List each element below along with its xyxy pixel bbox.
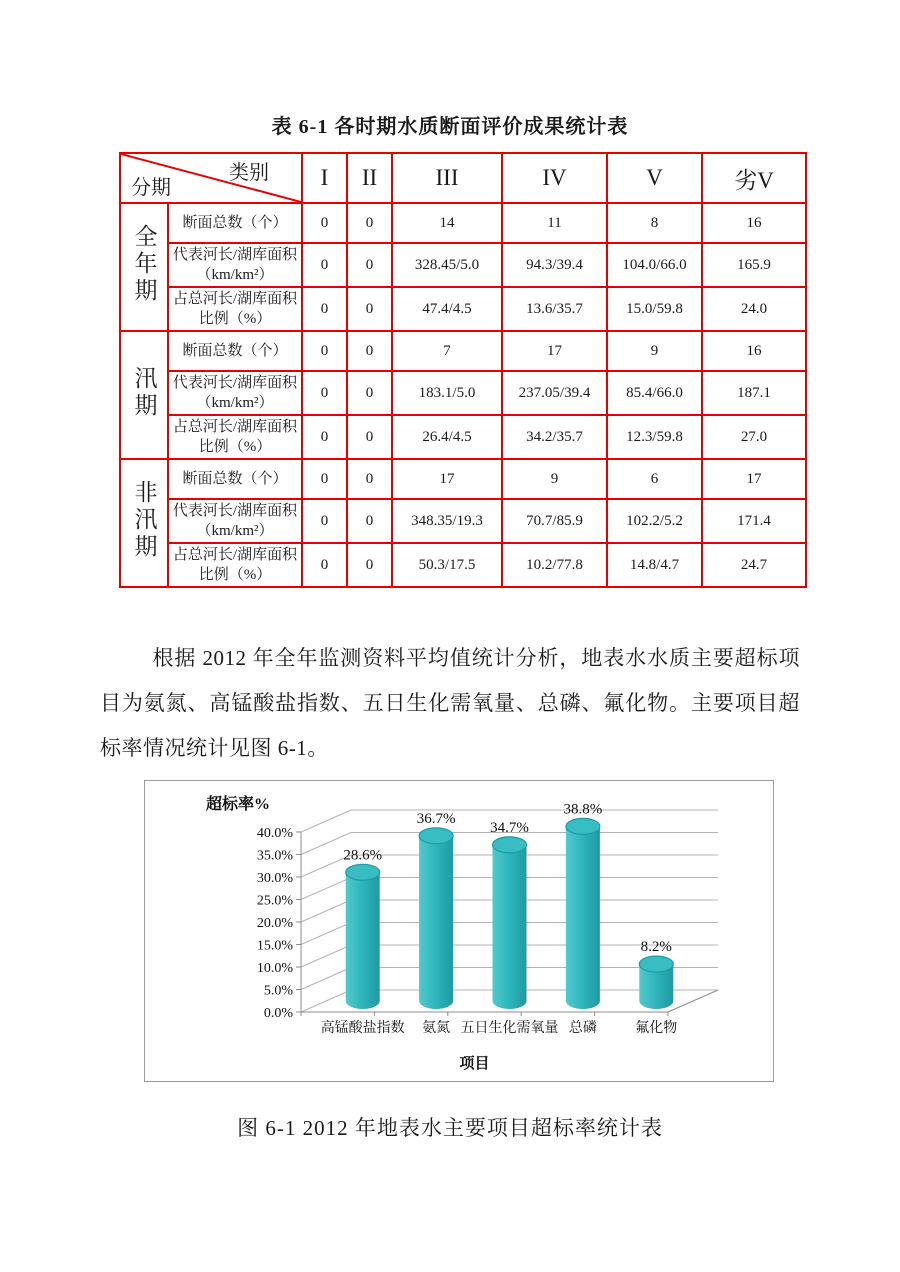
value-cell: 16 <box>702 203 806 243</box>
value-cell: 13.6/35.7 <box>502 287 607 331</box>
y-tick-label: 30.0% <box>256 871 293 886</box>
category-label: 氟化物 <box>635 1021 678 1036</box>
value-cell: 0 <box>347 415 392 459</box>
row-label: 断面总数（个） <box>168 331 302 371</box>
table-row <box>120 243 806 287</box>
category-label: 五日生化需氧量 <box>460 1021 559 1036</box>
value-cell: 17 <box>392 459 502 499</box>
row-label: 占总河长/湖库面积比例（%） <box>168 287 302 331</box>
y-tick-label: 5.0% <box>263 983 293 999</box>
value-cell: 0 <box>347 543 392 587</box>
table-row <box>120 459 806 499</box>
row-label: 代表河长/湖库面积（km/km²） <box>168 371 302 415</box>
value-cell: 102.2/5.2 <box>607 499 702 543</box>
value-cell: 171.4 <box>702 499 806 543</box>
value-cell: 0 <box>302 459 347 499</box>
value-cell: 0 <box>302 371 347 415</box>
y-tick-label: 35.0% <box>256 848 293 864</box>
diagonal-header-cell <box>120 153 302 203</box>
value-cell: 328.45/5.0 <box>392 243 502 287</box>
value-cell: 0 <box>347 203 392 243</box>
row-label: 代表河长/湖库面积（km/km²） <box>168 499 302 543</box>
table-row <box>120 287 806 331</box>
row-label: 断面总数（个） <box>168 459 302 499</box>
value-cell: 0 <box>302 543 347 587</box>
bar-value-label: 8.2% <box>640 939 672 956</box>
cylinder-top <box>346 864 380 880</box>
value-cell: 0 <box>347 331 392 371</box>
value-cell: 0 <box>302 243 347 287</box>
table-row <box>120 331 806 371</box>
chart-border <box>145 781 774 1082</box>
row-label: 占总河长/湖库面积比例（%） <box>168 543 302 587</box>
period-label: 全年期 <box>131 224 157 305</box>
value-cell: 0 <box>302 415 347 459</box>
period-label: 汛期 <box>131 365 157 420</box>
y-tick-label: 40.0% <box>256 826 293 841</box>
value-cell: 50.3/17.5 <box>392 543 502 587</box>
cylinder-top <box>639 956 673 972</box>
category-label: 总磷 <box>568 1021 597 1036</box>
bar-value-label: 34.7% <box>490 819 529 836</box>
category-label: 氨氮 <box>422 1021 451 1036</box>
cylinder-bar <box>566 826 600 1009</box>
figure-caption: 图 6-1 2012 年地表水主要项目超标率统计表 <box>237 1116 663 1140</box>
value-cell: 14.8/4.7 <box>607 543 702 587</box>
value-cell: 187.1 <box>702 371 806 415</box>
col-header-class: I <box>302 153 347 203</box>
value-cell: 348.35/19.3 <box>392 499 502 543</box>
cylinder-bar <box>493 845 527 1009</box>
value-cell: 17 <box>702 459 806 499</box>
table-title: 表 6-1 各时期水质断面评价成果统计表 <box>271 116 629 138</box>
col-header-class: 劣V <box>702 153 806 203</box>
period-cell <box>120 331 168 459</box>
value-cell: 14 <box>392 203 502 243</box>
col-header-class: II <box>347 153 392 203</box>
col-header-class: III <box>392 153 502 203</box>
value-cell: 26.4/4.5 <box>392 415 502 459</box>
value-cell: 94.3/39.4 <box>502 243 607 287</box>
value-cell: 0 <box>302 203 347 243</box>
y-tick-label: 10.0% <box>256 961 293 976</box>
value-cell: 17 <box>502 331 607 371</box>
col-header-class: IV <box>502 153 607 203</box>
value-cell: 27.0 <box>702 415 806 459</box>
value-cell: 85.4/66.0 <box>607 371 702 415</box>
water-quality-table <box>119 152 807 588</box>
cylinder-bar <box>419 836 453 1009</box>
y-tick-label: 25.0% <box>256 893 293 909</box>
value-cell: 237.05/39.4 <box>502 371 607 415</box>
cylinder-bar <box>346 872 380 1009</box>
value-cell: 165.9 <box>702 243 806 287</box>
value-cell: 0 <box>347 459 392 499</box>
cylinder-top <box>419 828 453 844</box>
row-label: 占总河长/湖库面积比例（%） <box>168 415 302 459</box>
value-cell: 104.0/66.0 <box>607 243 702 287</box>
y-tick-label: 0.0% <box>263 1006 293 1021</box>
value-cell: 0 <box>302 287 347 331</box>
table-row <box>120 543 806 587</box>
value-cell: 8 <box>607 203 702 243</box>
bar-value-label: 38.8% <box>563 801 603 818</box>
bar-value-label: 36.7% <box>416 810 456 827</box>
exceedance-rate-chart <box>144 780 774 1082</box>
cylinder-top <box>566 818 600 834</box>
chart-canvas <box>144 780 774 1082</box>
x-axis-title: 项目 <box>459 1056 490 1072</box>
table-row <box>120 203 806 243</box>
table-header-row <box>120 153 806 203</box>
value-cell: 6 <box>607 459 702 499</box>
header-period-label: 分期 <box>131 177 171 199</box>
col-header-class: V <box>607 153 702 203</box>
body-paragraph: 根据 2012 年全年监测资料平均值统计分析，地表水水质主要超标项目为氨氮、高锰酸盐指数、五日生化需氧量、总磷、氟化物。主要项目超标率情况统计见图 6-1。 <box>100 646 800 760</box>
value-cell: 70.7/85.9 <box>502 499 607 543</box>
y-tick-label: 20.0% <box>256 916 293 931</box>
value-cell: 183.1/5.0 <box>392 371 502 415</box>
y-tick-label: 15.0% <box>256 938 293 954</box>
table-body <box>120 203 806 587</box>
period-label: 非汛期 <box>131 480 157 561</box>
value-cell: 0 <box>347 499 392 543</box>
value-cell: 0 <box>347 243 392 287</box>
category-label: 高锰酸盐指数 <box>320 1021 405 1036</box>
value-cell: 24.0 <box>702 287 806 331</box>
row-label: 断面总数（个） <box>168 203 302 243</box>
value-cell: 11 <box>502 203 607 243</box>
value-cell: 0 <box>302 499 347 543</box>
cylinder-top <box>493 837 527 853</box>
period-cell <box>120 203 168 331</box>
period-cell <box>120 459 168 587</box>
value-cell: 34.2/35.7 <box>502 415 607 459</box>
table-row <box>120 499 806 543</box>
value-cell: 10.2/77.8 <box>502 543 607 587</box>
value-cell: 0 <box>302 331 347 371</box>
y-axis-title: 超标率% <box>206 796 271 813</box>
value-cell: 12.3/59.8 <box>607 415 702 459</box>
value-cell: 24.7 <box>702 543 806 587</box>
value-cell: 0 <box>347 287 392 331</box>
value-cell: 47.4/4.5 <box>392 287 502 331</box>
value-cell: 9 <box>607 331 702 371</box>
table-row <box>120 415 806 459</box>
row-label: 代表河长/湖库面积（km/km²） <box>168 243 302 287</box>
table-row <box>120 371 806 415</box>
header-category-label: 类别 <box>229 162 269 184</box>
value-cell: 7 <box>392 331 502 371</box>
bar-value-label: 28.6% <box>343 847 383 864</box>
value-cell: 16 <box>702 331 806 371</box>
value-cell: 9 <box>502 459 607 499</box>
value-cell: 0 <box>347 371 392 415</box>
value-cell: 15.0/59.8 <box>607 287 702 331</box>
